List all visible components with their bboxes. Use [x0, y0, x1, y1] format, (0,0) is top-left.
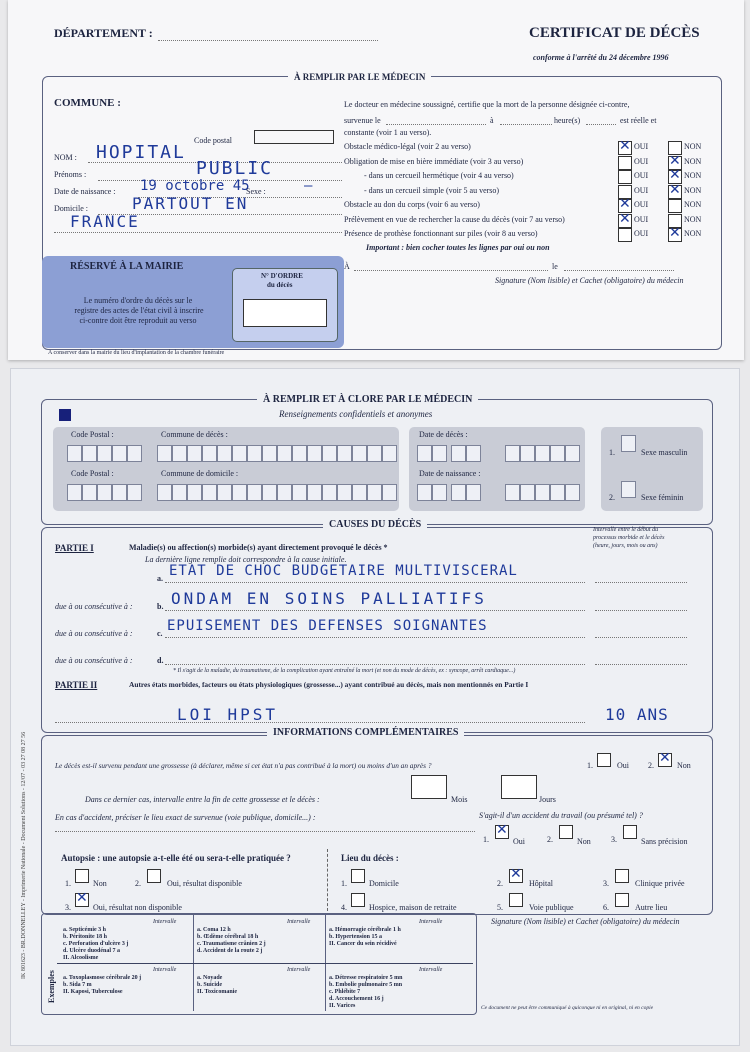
exemple-line: d. Accident de la route 2 j	[197, 948, 263, 954]
grid-cell[interactable]	[432, 484, 447, 501]
le-label: le	[552, 262, 558, 271]
grid-cell[interactable]	[232, 445, 247, 462]
intervalle-3: (heure, jours, mois ou ans)	[593, 543, 658, 549]
lieu-clinique-label: Clinique privée	[635, 879, 685, 888]
grid-cell[interactable]	[247, 445, 262, 462]
question-oui-checkbox[interactable]	[618, 228, 632, 242]
certify-heures: heure(s)	[554, 116, 581, 125]
grid-cell[interactable]	[451, 445, 466, 462]
autopsie-non-checkbox[interactable]	[75, 869, 89, 883]
signature-label-top: Signature (Nom lisible) et Cachet (obligatoire) du médecin	[495, 276, 684, 285]
question-label: - dans un cercueil hermétique (voir 4 au verso)	[364, 171, 514, 180]
question-oui-label: OUI	[634, 142, 649, 151]
autopsie-oui-non-dispo-checkbox[interactable]	[75, 893, 89, 907]
sexe-masculin-label: Sexe masculin	[641, 448, 688, 457]
grid-cell[interactable]	[307, 445, 322, 462]
sexe-masculin-checkbox[interactable]	[621, 435, 636, 452]
partie2-title: Autres états morbides, facteurs ou états physiologiques (grossesse...) ayant contribué au décès, mais non mentionnés en Partie I	[129, 680, 529, 689]
sexe-label: Sexe :	[246, 187, 266, 196]
lieu-clinique-checkbox[interactable]	[615, 869, 629, 883]
sexe-feminin-checkbox[interactable]	[621, 481, 636, 498]
exemple-line: II. Toxicomanie	[197, 989, 238, 995]
grossesse-question: Le décès est-il survenu pendant une grossesse (à déclarer, même si cet état n'a pas contribué à la mort) ou moins d'un an après ?	[55, 761, 432, 770]
exemple-line: II. Varices	[329, 1003, 356, 1009]
ordre-input[interactable]	[243, 299, 327, 327]
travail-oui-label: Oui	[513, 837, 525, 846]
certify-survenue: survenue le	[344, 116, 381, 125]
location-grid	[53, 427, 399, 511]
grid-cell[interactable]	[97, 484, 112, 501]
grid-cell[interactable]	[112, 484, 127, 501]
question-non-checkbox[interactable]	[668, 228, 682, 242]
exemples-frame	[41, 913, 477, 1015]
date-grid	[409, 427, 585, 511]
partie2-interval[interactable]: 10 ANS	[605, 705, 669, 724]
exemple-line: c. Traumatisme crânien 2 j	[197, 941, 266, 947]
nom-label: NOM :	[54, 153, 77, 162]
exemple-line: b. Péritonite 18 h	[63, 934, 107, 940]
exemple-line: d. Accouchement 16 j	[329, 996, 384, 1002]
cause-c-label: c.	[157, 629, 163, 638]
partie1-title: Maladie(s) ou affection(s) morbide(s) ayant directement provoqué le décès *	[129, 543, 388, 552]
lieu-domicile-label: Domicile	[369, 879, 399, 888]
grid-cell[interactable]	[322, 445, 337, 462]
question-non-label: NON	[684, 156, 702, 166]
intervalle-2: processus morbide et le décès	[593, 535, 665, 541]
grid-cell[interactable]	[535, 445, 550, 462]
lieu-voie-publique-checkbox[interactable]	[509, 893, 523, 907]
mois-input[interactable]	[411, 775, 447, 799]
certificate-subtitle: conforme à l'arrêté du 24 décembre 1996	[533, 53, 669, 62]
departement-label: DÉPARTEMENT :	[54, 26, 153, 40]
grid-cell[interactable]	[520, 484, 535, 501]
cause-d-label: d.	[157, 656, 164, 665]
nom-value[interactable]: HOPITAL	[96, 142, 186, 163]
certify-line3: constante (voir 1 au verso).	[344, 128, 432, 137]
grid-cell[interactable]	[382, 445, 397, 462]
certify-a: à	[490, 116, 494, 125]
code-postal-boxes[interactable]	[254, 130, 334, 144]
grid-cell[interactable]	[535, 484, 550, 501]
intervalle-1: Intervalle entre le début du	[593, 527, 659, 533]
partie2-label: PARTIE II	[55, 680, 98, 690]
sexe-2-num: 2.	[609, 493, 615, 502]
grid-cell[interactable]	[322, 484, 337, 501]
lieu-autre-checkbox[interactable]	[615, 893, 629, 907]
exemple-line: a. Noyade	[197, 975, 223, 981]
footer-note: Ce document ne peut être communiqué à quiconque ni en original, ni en copie	[481, 1005, 654, 1011]
naissance-value[interactable]: 19 octobre 45	[140, 178, 250, 194]
naissance-label: Date de naissance :	[54, 187, 116, 196]
grid-cell[interactable]	[432, 445, 447, 462]
lieu-question: Lieu du décès :	[341, 853, 399, 863]
grossesse-non-checkbox[interactable]	[658, 753, 672, 767]
code-postal-domicile-label: Code Postal :	[71, 469, 114, 478]
causes-title: CAUSES DU DÉCÈS	[323, 520, 427, 530]
exemple-line: a. Coma 12 h	[197, 927, 231, 933]
lieu-hopital-checkbox[interactable]	[509, 869, 523, 883]
grid-cell[interactable]	[187, 445, 202, 462]
grid-cell[interactable]	[367, 445, 382, 462]
partie1-sub: La dernière ligne remplie doit correspondre à la cause initiale.	[145, 555, 347, 564]
question-non-label: NON	[684, 214, 702, 224]
lieu-autre-label: Autre lieu	[635, 903, 668, 912]
grid-cell[interactable]	[127, 445, 142, 462]
grid-cell[interactable]	[417, 484, 432, 501]
due-b-label: due à ou consécutive à :	[55, 602, 133, 611]
code-postal-label: Code postal	[194, 136, 232, 145]
grid-cell[interactable]	[172, 484, 187, 501]
grid-cell[interactable]	[262, 484, 277, 501]
question-oui-label: OUI	[634, 171, 649, 180]
autopsie-oui-non-dispo-label: Oui, résultat non disponible	[93, 903, 182, 912]
grid-cell[interactable]	[382, 484, 397, 501]
question-non-label: NON	[684, 171, 702, 180]
question-label: Présence de prothèse fonctionnant sur piles (voir 8 au verso)	[344, 229, 538, 238]
question-label: Obstacle médico-légal (voir 2 au verso)	[344, 142, 471, 151]
grossesse-oui-checkbox[interactable]	[597, 753, 611, 767]
grid-cell[interactable]	[232, 484, 247, 501]
grid-cell[interactable]	[97, 445, 112, 462]
grid-cell[interactable]	[157, 484, 172, 501]
grid-cell[interactable]	[352, 445, 367, 462]
question-non-label: NON	[684, 200, 702, 209]
partie1-label: PARTIE I	[55, 543, 94, 553]
grid-cell[interactable]	[172, 445, 187, 462]
grid-cell[interactable]	[247, 484, 262, 501]
exemple-line: II. Cancer du sein récidivé	[329, 941, 397, 947]
question-oui-checkbox[interactable]	[618, 170, 632, 184]
mairie-text-1: Le numéro d'ordre du décès sur le	[83, 296, 193, 305]
exemple-line: d. Ulcère duodénal 7 a	[63, 948, 121, 954]
exemples-label: Exemples	[47, 970, 56, 1003]
grid-cell[interactable]	[520, 445, 535, 462]
question-label: Obligation de mise en bière immédiate (voir 3 au verso)	[344, 156, 524, 166]
jours-label: Jours	[539, 795, 556, 804]
sexe-grid	[601, 427, 703, 511]
domicile-label: Domicile :	[54, 204, 88, 213]
travail-oui-checkbox[interactable]	[495, 825, 509, 839]
due-c-label: due à ou consécutive à :	[55, 629, 133, 638]
exemple-line: a. Détresse respiratoire 5 mn	[329, 975, 403, 981]
lieu-hopital-label: Hôpital	[529, 879, 553, 888]
question-non-label: NON	[684, 185, 702, 195]
exemple-line: c. Perforation d'ulcère 3 j	[63, 941, 129, 947]
question-oui-label: OUI	[634, 200, 649, 209]
question-oui-label: OUI	[634, 229, 649, 238]
a-label: À	[344, 262, 350, 271]
grid-cell[interactable]	[505, 484, 520, 501]
grid-cell[interactable]	[337, 445, 352, 462]
grid-cell[interactable]	[307, 484, 322, 501]
cause-a-value[interactable]: ETAT DE CHOC BUDGETAIRE MULTIVISCERAL	[169, 563, 518, 579]
grid-cell[interactable]	[127, 484, 142, 501]
partie2-value[interactable]: LOI HPST	[177, 705, 279, 724]
grid-cell[interactable]	[292, 484, 307, 501]
mairie-text-3: ci-contre doit être reproduit au verso	[79, 316, 197, 325]
autopsie-oui-dispo-label: Oui, résultat disponible	[167, 879, 242, 888]
grid-cell[interactable]	[67, 445, 82, 462]
grid-cell[interactable]	[505, 445, 520, 462]
grid-cell[interactable]	[367, 484, 382, 501]
travail-non-checkbox[interactable]	[559, 825, 573, 839]
grid-cell[interactable]	[277, 484, 292, 501]
commune-domicile-label: Commune de domicile :	[161, 469, 239, 478]
grid-cell[interactable]	[82, 445, 97, 462]
exemple-line: b. Embolie pulmonaire 5 mn	[329, 982, 403, 988]
date-deces-label: Date de décès :	[419, 430, 468, 439]
travail-sp-checkbox[interactable]	[623, 825, 637, 839]
mairie-box	[42, 256, 344, 348]
question-oui-checkbox[interactable]	[618, 214, 632, 228]
grossesse-oui-label: Oui	[617, 761, 629, 770]
sexe-value[interactable]: —	[304, 178, 315, 194]
grid-cell[interactable]	[217, 484, 232, 501]
grid-cell[interactable]	[202, 445, 217, 462]
commune-deces-label: Commune de décès :	[161, 430, 228, 439]
grid-cell[interactable]	[217, 445, 232, 462]
certificate-title: CERTIFICAT DE DÉCÈS	[529, 25, 700, 41]
lieu-hospice-label: Hospice, maison de retraite	[369, 903, 457, 912]
grid-cell[interactable]	[466, 445, 481, 462]
exemple-line: b. Suicide	[197, 982, 223, 988]
question-oui-label: OUI	[634, 214, 649, 224]
mois-label: Mois	[451, 795, 468, 804]
grid-cell[interactable]	[157, 445, 172, 462]
ordre-box	[232, 268, 338, 342]
question-oui-label: OUI	[634, 156, 649, 166]
certificate-bottom-sheet: IK 801623 - BR.DONNELLEY - Imprimerie Nationale - Document Solutions - 12/07 - 03 27 08 27 56 À REMPLIR ET À CLORE PAR LE MÉDECIN Renseignements confidentiels et anonymes Code Postal : Commune de décès : Code Postal : Commune de domicile : Date de décès : Date de naissance : 1. Sexe masculin 2. Sexe féminin CAUSES DU DÉCÈS PARTIE I Maladie(s) ou affection(s) morbide(s) ayant directement provoqué le décès * La dernière ligne remplie doit correspondre à la cause initiale. Intervalle entre le début du processus morbide et le décès (heure, jours, mois ou ans) a. ETAT DE CHOC BUDGETAIRE MULTIVISCERAL due à ou consécutive à : b. ONDAM EN SOINS PALLIATIFS due à ou consécutive à : c. EPUISEMENT DES DEFENSES SOIGNANTES due à ou consécutive à : d. * Il s'agit de la maladie, du traumatisme, de la complication ayant entraîné la mort (et non du mode de décès, ex : syncope, arrêt cardiaque...) PARTIE II Autres états morbides, facteurs ou états physiologiques (grossesse...) ayant contribué au décès, mais non mentionnés en Partie I LOI HPST 10 ANS INFORMATIONS COMPLÉMENTAIRES Le décès est-il survenu pendant une grossesse (à déclarer, même si cet état n'a pas contribué à la mort) ou moins d'un an après ? 1. Oui 2. ✕ Non Dans ce dernier cas, intervalle entre la fin de cette grossesse et le décès : Mois Jours En cas d'accident, préciser le lieu exact de survenue (voie publique, domicile...) : S'agit-il d'un accident du travail (ou présumé tel) ? 1. ✕ Oui 2. Non 3. Sans précision Autopsie : une autopsie a-t-elle été ou sera-t-elle pratiquée ? 1. Non 2. Oui, résultat disponible 3. ✕ Oui, résultat non disponible Lieu du décès : 1. Domicile 4. Hospice, maison de retraite 2. ✕ Hôpital 5. Voie publique 3. Clinique privée 6. Autre lieu Exemples Signature (Nom lisible) et Cachet (obligatoire) du médecin Ce document ne peut être communiqué à quiconque ni en original, ni en copie Intervalle a. Septicémie 3 h b. Péritonite 18 h c. Perforation d'ulcère 3 j d. Ulcère duodénal 7 a II. Alcoolisme Intervalle a. Coma 12 h b. Œdème cérébral 18 h c. Traumatisme crânien 2 j d. Accident de la route 2 j Intervalle a. Hémorragie cérébrale 1 h b. Hypertension 15 a II. Cancer du sein récidivé Intervalle a. Toxoplasmose cérébrale 20 j b. Sida 7 m II. Kaposi, Tuberculose Intervalle a. Noyade b. Suicide II. Toxicomanie Intervalle a. Détresse respiratoire 5 mn b. Embolie pulmonaire 5 mn c. Phlébite 7 d. Accouchement 16 j II. Varices	[10, 368, 740, 1046]
question-label: - dans un cercueil simple (voir 5 au verso)	[364, 185, 500, 195]
exemple-line: c. Phlébite 7	[329, 989, 361, 995]
exemple-line: b. Sida 7 m	[63, 982, 92, 988]
due-d-label: due à ou consécutive à :	[55, 656, 133, 665]
date-naissance-label: Date de naissance :	[419, 469, 481, 478]
prenoms-value[interactable]: PUBLIC	[196, 158, 274, 179]
exemple-intervalle-header: Intervalle	[419, 919, 443, 925]
printer-reference: IK 801623 - BR.DONNELLEY - Imprimerie Nationale - Document Solutions - 12/07 - 03 27 08 27 56	[21, 731, 27, 979]
section-clore: À REMPLIR ET À CLORE PAR LE MÉDECIN	[257, 395, 478, 405]
grid-cell[interactable]	[262, 445, 277, 462]
cause-b-value[interactable]: ONDAM EN SOINS PALLIATIFS	[171, 589, 487, 608]
lieu-hospice-checkbox[interactable]	[351, 893, 365, 907]
autopsie-non-label: Non	[93, 879, 107, 888]
grid-cell[interactable]	[202, 484, 217, 501]
grid-cell[interactable]	[277, 445, 292, 462]
section-medecin: À REMPLIR PAR LE MÉDECIN	[288, 72, 431, 82]
exemple-line: a. Septicémie 3 h	[63, 927, 106, 933]
exemple-intervalle-header: Intervalle	[153, 967, 177, 973]
ordre-title: N° D'ORDRE	[261, 272, 303, 280]
travail-question: S'agit-il d'un accident du travail (ou présumé tel) ?	[479, 811, 643, 820]
question-non-checkbox[interactable]	[668, 199, 682, 213]
certify-reelle: est réelle et	[620, 116, 657, 125]
jours-input[interactable]	[501, 775, 537, 799]
section-clore-sub: Renseignements confidentiels et anonymes	[279, 409, 433, 419]
grid-cell[interactable]	[292, 445, 307, 462]
infos-title: INFORMATIONS COMPLÉMENTAIRES	[267, 728, 464, 738]
grossesse-non-label: Non	[677, 761, 691, 770]
grid-cell[interactable]	[82, 484, 97, 501]
certify-line1: Le docteur en médecine soussigné, certifie que la mort de la personne désignée ci-contre,	[344, 100, 630, 109]
grid-cell[interactable]	[337, 484, 352, 501]
travail-sp-label: Sans précision	[641, 837, 688, 846]
cause-c-value[interactable]: EPUISEMENT DES DEFENSES SOIGNANTES	[167, 618, 488, 634]
grid-cell[interactable]	[565, 484, 580, 501]
commune-label: COMMUNE :	[54, 97, 121, 109]
corner-mark	[59, 409, 71, 421]
travail-non-label: Non	[577, 837, 591, 846]
prenoms-label: Prénoms :	[54, 170, 87, 179]
question-non-label: NON	[684, 142, 702, 151]
lieu-domicile-checkbox[interactable]	[351, 869, 365, 883]
exemple-line: b. Hypertension 15 a	[329, 934, 383, 940]
grid-cell[interactable]	[565, 445, 580, 462]
lieu-voie-publique-label: Voie publique	[529, 903, 574, 912]
question-non-label: NON	[684, 229, 702, 238]
autopsie-oui-dispo-checkbox[interactable]	[147, 869, 161, 883]
domicile-value-line2[interactable]: FRANCE	[70, 212, 140, 231]
grid-cell[interactable]	[451, 484, 466, 501]
cause-a-label: a.	[157, 574, 163, 583]
grid-cell[interactable]	[417, 445, 432, 462]
footnote: * Il s'agit de la maladie, du traumatisme, de la complication ayant entraîné la mort (et non du mode de décès, ex : syncope, arrêt cardiaque...)	[173, 668, 516, 674]
grid-cell[interactable]	[112, 445, 127, 462]
important-note: Important : bien cocher toutes les lignes par oui ou non	[366, 243, 550, 252]
question-oui-checkbox[interactable]	[618, 156, 632, 170]
autopsie-question: Autopsie : une autopsie a-t-elle été ou sera-t-elle pratiquée ?	[61, 853, 291, 863]
conserver-note: A conserver dans la mairie du lieu d'implantation de la chambre funéraire	[48, 350, 225, 356]
grid-cell[interactable]	[352, 484, 367, 501]
exemple-intervalle-header: Intervalle	[287, 919, 311, 925]
exemple-line: II. Kaposi, Tuberculose	[63, 989, 123, 995]
question-label: Obstacle au don du corps (voir 6 au verso)	[344, 200, 480, 209]
grid-cell[interactable]	[466, 484, 481, 501]
question-oui-checkbox[interactable]	[618, 141, 632, 155]
question-oui-label: OUI	[634, 185, 649, 195]
grossesse-intervalle: Dans ce dernier cas, intervalle entre la fin de cette grossesse et le décès :	[85, 795, 320, 804]
accident-question: En cas d'accident, préciser le lieu exact de survenue (voie publique, domicile...) :	[55, 813, 316, 822]
exemple-line: II. Alcoolisme	[63, 955, 99, 961]
signature-label-bottom: Signature (Nom lisible) et Cachet (obligatoire) du médecin	[491, 917, 680, 926]
mairie-title: RÉSERVÉ À LA MAIRIE	[70, 261, 184, 272]
exemple-line: b. Œdème cérébral 18 h	[197, 934, 259, 940]
cause-b-label: b.	[157, 602, 164, 611]
exemple-intervalle-header: Intervalle	[287, 967, 311, 973]
exemple-intervalle-header: Intervalle	[153, 919, 177, 925]
exemple-line: a. Toxoplasmose cérébrale 20 j	[63, 975, 142, 981]
sexe-1-num: 1.	[609, 448, 615, 457]
grid-cell[interactable]	[550, 484, 565, 501]
grid-cell[interactable]	[550, 445, 565, 462]
grid-cell[interactable]	[67, 484, 82, 501]
domicile-value-line1[interactable]: PARTOUT EN	[132, 194, 249, 213]
question-non-checkbox[interactable]	[668, 185, 682, 199]
mairie-text-2: registre des actes de l'état civil à inscrire	[74, 306, 204, 315]
certificate-top-sheet	[8, 0, 744, 360]
exemple-intervalle-header: Intervalle	[419, 967, 443, 973]
question-label: Prélèvement en vue de rechercher la cause du décès (voir 7 au verso)	[344, 214, 565, 224]
exemple-line: a. Hémorragie cérébrale 1 h	[329, 927, 401, 933]
ordre-sub: du décès	[267, 281, 293, 289]
sexe-feminin-label: Sexe féminin	[641, 493, 684, 502]
grid-cell[interactable]	[187, 484, 202, 501]
code-postal-deces-label: Code Postal :	[71, 430, 114, 439]
